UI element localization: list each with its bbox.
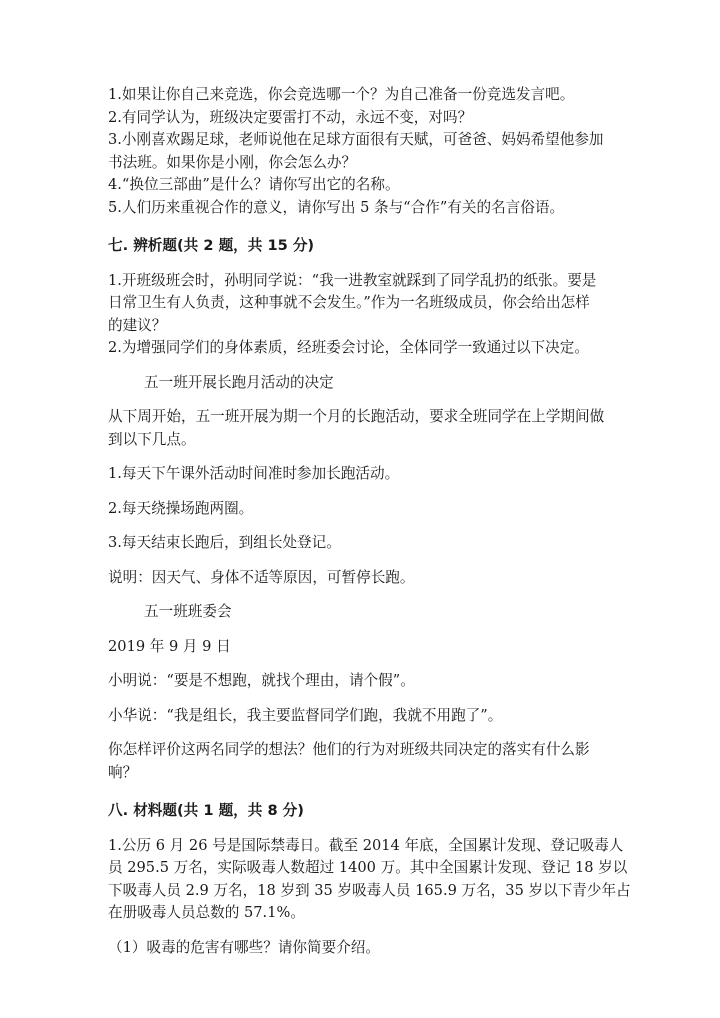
paragraph-line: 响？ (108, 763, 138, 781)
paragraph-line: 日常卫生有人负责，这种事就不会发生。”作为一名班级成员，你会给出怎样 (108, 294, 590, 311)
question-list-top (108, 84, 608, 219)
question-3-line-cont: 书法班。如果你是小刚，你会怎么办？ (108, 153, 357, 171)
rule-3: 3.每天结束长跑后，到组长处登记。 (108, 534, 341, 551)
decision-intro (108, 406, 608, 451)
paragraph-line: 员 295.5 万名，实际吸毒人数超过 1400 万。其中全国累计发现、登记 18 岁以 (108, 859, 628, 876)
decision-signer: 五一班班委会 (144, 603, 232, 620)
question-3-line: 3.小刚喜欢踢足球，老师说他在足球方面很有天赋，可爸爸、妈妈希望他参加 (108, 131, 604, 148)
paragraph-line: 1.公历 6 月 26 号是国际禁毒日。截至 2014 年底，全国累计发现、登记吸毒人 (108, 836, 624, 854)
paragraph-line: 到以下几点。 (108, 430, 196, 448)
rule-2: 2.每天绕操场跑两圈。 (108, 499, 254, 517)
question-4-line: 4.“换位三部曲”是什么？请你写出它的名称。 (108, 176, 400, 193)
document-page (108, 84, 631, 959)
paragraph-line: 1.开班级班会时，孙明同学说：“我一进教室就踩到了同学乱扔的纸张。要是 (108, 271, 597, 289)
xiaoming-quote: 小明说：“要是不想跑，就找个理由，请个假”。 (108, 672, 415, 689)
paragraph-line: 的建议？ (108, 316, 167, 334)
question-2-line: 2.有同学认为，班级决定要雷打不动，永远不变，对吗？ (108, 108, 473, 126)
section-8-heading: 八. 材料题(共 1 题，共 8 分) (108, 802, 304, 819)
decision-note: 说明：因天气、身体不适等原因，可暂停长跑。 (108, 568, 415, 586)
paragraph-line: 你怎样评价这两名同学的想法？他们的行为对班级共同决定的落实有什么影 (108, 741, 590, 758)
decision-date: 2019 年 9 月 9 日 (108, 637, 231, 655)
decision-title: 五一班开展长跑月活动的决定 (144, 373, 334, 391)
xiaohua-quote: 小华说：“我是组长，我主要监督同学们跑，我就不用跑了”。 (108, 706, 503, 724)
section-8-question-1 (108, 835, 631, 925)
paragraph-line: 从下周开始，五一班开展为期一个月的长跑活动，要求全班同学在上学期间做 (108, 408, 605, 425)
paragraph-line: 在册吸毒人员总数的 57.1%。 (108, 904, 305, 921)
sub-question-1: （1）吸毒的危害有哪些？请你简要介绍。 (108, 938, 380, 956)
question-5-line: 5.人们历来重视合作的意义，请你写出 5 条与“合作”有关的名言俗语。 (108, 198, 565, 216)
section-7-heading: 七. 辨析题(共 2 题，共 15 分) (108, 237, 315, 254)
section-7-question-2: 2.为增强同学们的身体素质，经班委会讨论，全体同学一致通过以下决定。 (108, 339, 589, 356)
evaluation-question (108, 739, 608, 784)
section-7-question-1 (108, 270, 608, 338)
rule-1: 1.每天下午课外活动时间准时参加长跑活动。 (108, 465, 400, 482)
paragraph-line: 下吸毒人员 2.9 万名，18 岁到 35 岁吸毒人员 165.9 万名，35 岁以下青少年占 (108, 881, 631, 899)
question-1-line: 1.如果让你自己来竞选，你会竞选哪一个？为自己准备一份竞选发言吧。 (108, 86, 575, 103)
